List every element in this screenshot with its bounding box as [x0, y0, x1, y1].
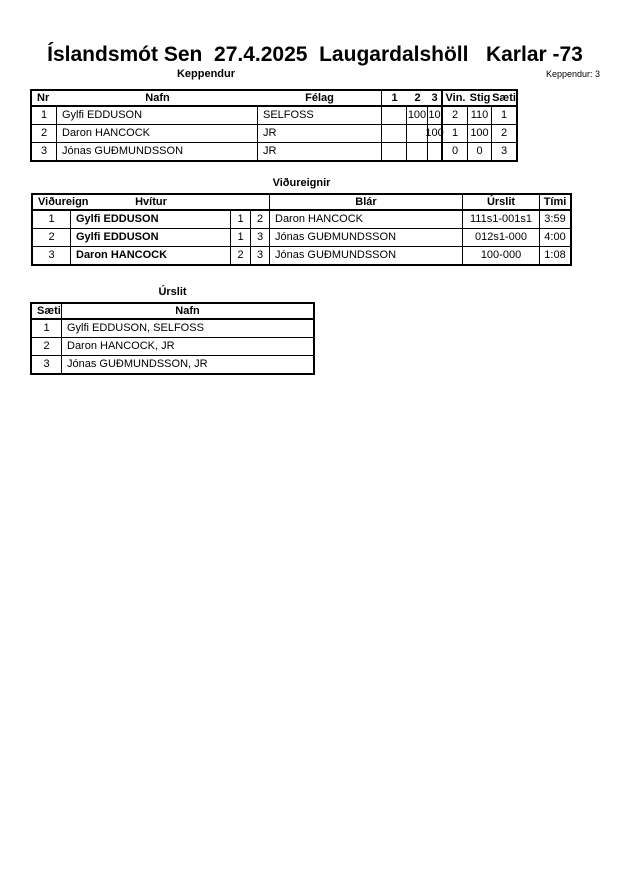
cell-blar-name: Jónas GUÐMUNDSSON: [270, 229, 463, 246]
cell-nafn: Daron HANCOCK: [57, 125, 258, 142]
cell-nafn: Jónas GUÐMUNDSSON: [57, 143, 258, 160]
cell-score-1: [382, 125, 407, 142]
cell-blar-name: Jónas GUÐMUNDSSON: [270, 247, 463, 264]
cell-saeti: 2: [500, 127, 508, 139]
table-row: [33, 247, 570, 264]
col-header-felag: Félag: [258, 91, 382, 105]
cell-felag: JR: [258, 125, 382, 142]
col-header-nafn: Nafn: [145, 91, 170, 104]
col-header-2: 2: [414, 91, 421, 104]
cell-nafn: Gylfi EDDUSON: [57, 107, 258, 124]
cell-stig: 100: [468, 125, 492, 142]
cell-saeti: 3: [500, 145, 508, 157]
cell-hvitur-number: 1: [231, 229, 251, 246]
table-row: [33, 211, 570, 229]
cell-urslit: 100-000: [463, 247, 540, 264]
table-row: [32, 107, 516, 125]
section-title-urslit: Úrslit: [158, 286, 187, 298]
cell-blar-number: 3: [251, 229, 270, 246]
cell-timi: 1:08: [544, 249, 566, 261]
cell-nafn: Daron HANCOCK, JR: [67, 340, 175, 352]
competitor-count: Keppendur: 3: [545, 69, 600, 79]
cell-score-1: [382, 143, 407, 160]
cell-saeti: 1: [32, 320, 62, 337]
cell-saeti: 1: [500, 109, 508, 121]
cell-score-2: [407, 143, 428, 160]
cell-hvitur-number: 1: [231, 211, 251, 228]
cell-nr: 1: [32, 107, 57, 124]
cell-score-1: [382, 107, 407, 124]
table-row: [32, 338, 313, 356]
cell-felag: SELFOSS: [258, 107, 382, 124]
col-header-timi: Tími: [543, 195, 567, 208]
keppendur-table: [30, 89, 518, 162]
cell-blar-number: 2: [251, 211, 270, 228]
cell-match-number: 3: [33, 247, 71, 264]
urslit-table: [30, 302, 315, 375]
col-header-3: 3: [431, 91, 438, 104]
col-header-vin: Vin.: [441, 91, 468, 105]
cell-urslit: 012s1-000: [463, 229, 540, 246]
cell-vin: 2: [441, 107, 468, 124]
cell-vin: 0: [441, 143, 468, 160]
col-header-nafn: Nafn: [175, 304, 200, 317]
vidureignir-header-row: [33, 195, 570, 211]
cell-score-3: 10: [428, 109, 441, 121]
cell-saeti: 2: [32, 338, 62, 355]
cell-hvitur-name: Gylfi EDDUSON: [71, 211, 231, 228]
cell-match-number: 1: [33, 211, 71, 228]
cell-nafn: Jónas GUÐMUNDSSON, JR: [67, 358, 208, 370]
cell-felag: JR: [258, 143, 382, 160]
cell-stig: 110: [468, 107, 492, 124]
section-title-keppendur: Keppendur: [176, 68, 236, 80]
keppendur-header-row: [32, 91, 516, 107]
cell-score-3: [428, 143, 441, 160]
table-row: [32, 125, 516, 143]
page-title: Íslandsmót Sen 27.4.2025 Laugardalshöll Karlar -73: [47, 43, 583, 66]
col-header-spacer-2: [251, 195, 270, 209]
cell-saeti: 3: [32, 356, 62, 373]
cell-hvitur-number: 2: [231, 247, 251, 264]
cell-nr: 3: [32, 143, 57, 160]
col-header-saeti: Sæti: [492, 91, 516, 104]
col-header-urslit: Úrslit: [463, 195, 540, 209]
urslit-header-row: [32, 304, 313, 320]
cell-vin: 1: [441, 125, 468, 142]
col-header-saeti: Sæti: [32, 304, 62, 318]
table-row: [32, 320, 313, 338]
section-title-vidureignir: Viðureignir: [272, 177, 331, 189]
cell-score-3: 100: [425, 127, 444, 139]
cell-nafn: Gylfi EDDUSON, SELFOSS: [67, 322, 204, 334]
col-header-spacer-1: [231, 195, 251, 209]
col-header-vidureign: Viðureign: [38, 195, 89, 208]
cell-stig: 0: [468, 143, 492, 160]
col-header-stig: Stig: [469, 91, 491, 104]
vidureignir-table: [31, 193, 572, 266]
cell-match-number: 2: [33, 229, 71, 246]
cell-hvitur-name: Daron HANCOCK: [71, 247, 231, 264]
col-header-1: 1: [391, 91, 398, 104]
table-row: [32, 356, 313, 373]
cell-timi: 3:59: [544, 213, 566, 225]
col-header-blar: Blár: [270, 195, 463, 209]
table-row: [32, 143, 516, 160]
table-row: [33, 229, 570, 247]
cell-score-2: 100: [407, 107, 428, 124]
col-header-nr: Nr: [37, 91, 50, 104]
cell-timi: 4:00: [544, 231, 566, 243]
cell-blar-name: Daron HANCOCK: [270, 211, 463, 228]
cell-nr: 2: [32, 125, 57, 142]
col-header-hvitur: Hvítur: [135, 195, 167, 208]
cell-urslit: 111s1-001s1: [463, 211, 540, 228]
cell-blar-number: 3: [251, 247, 270, 264]
cell-hvitur-name: Gylfi EDDUSON: [71, 229, 231, 246]
